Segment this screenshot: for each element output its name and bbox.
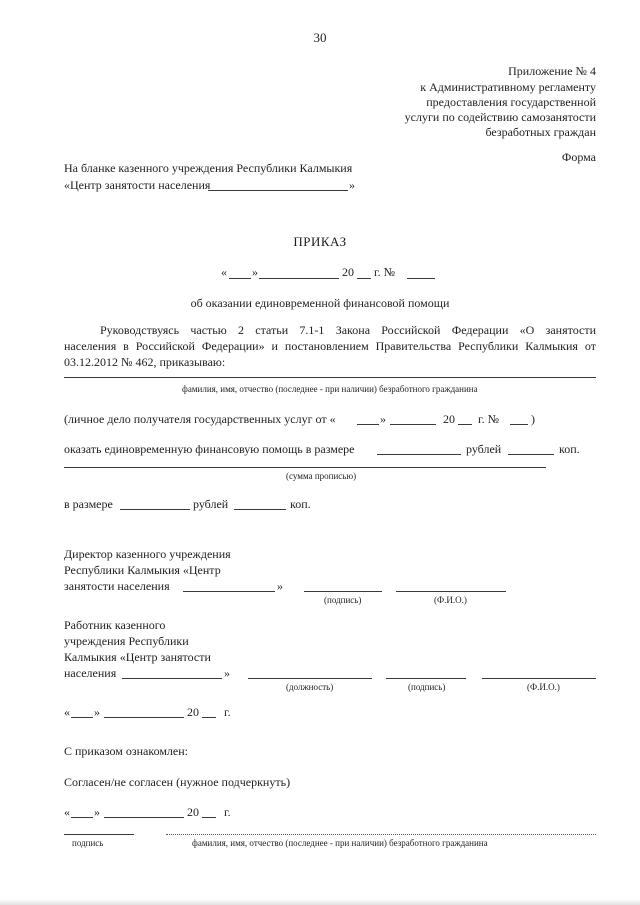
date2-close-quote: » <box>94 805 100 819</box>
acquainted-text: С приказом ознакомлен: <box>64 744 189 758</box>
amount-rubles-field[interactable] <box>120 509 190 510</box>
sum-in-words-field[interactable] <box>64 467 546 468</box>
worker-position-caption: (должность) <box>286 682 334 692</box>
worker-signature-field[interactable] <box>386 678 466 679</box>
personal-file-number-label: г. № <box>478 412 500 426</box>
date2-open-quote: « <box>64 805 70 819</box>
citizen-fio-caption: фамилия, имя, отчество (последнее - при наличии) безработного гражданина <box>182 384 478 394</box>
blank-name-field[interactable] <box>208 190 348 191</box>
date2-month-field[interactable] <box>104 817 184 818</box>
grant-kopecks-field[interactable] <box>508 454 554 455</box>
director-signature-caption: (подпись) <box>324 595 362 605</box>
date1-year-suffix: г. <box>224 705 231 719</box>
personal-file-year-field[interactable] <box>458 424 472 425</box>
personal-file-close-quote: » <box>380 412 386 426</box>
date1-day-field[interactable] <box>71 717 93 718</box>
personal-file-number-field[interactable] <box>510 424 528 425</box>
document-title: ПРИКАЗ <box>293 234 347 249</box>
footer-signature-caption: подпись <box>72 838 104 848</box>
date2-year-suffix: г. <box>224 805 231 819</box>
appendix-line-5: безработных граждан <box>485 125 596 139</box>
appendix-line-4: услуги по содействию самозанятости <box>404 110 596 124</box>
worker-line-3: Калмыкия «Центр занятости <box>64 650 211 664</box>
footer-signature-field[interactable] <box>64 834 134 835</box>
date1-month-field[interactable] <box>104 717 184 718</box>
worker-line-1: Работник казенного <box>64 618 166 632</box>
date2-year-field[interactable] <box>202 817 216 818</box>
director-line-1: Директор казенного учреждения <box>64 547 231 561</box>
appendix-line-3: предоставления государственной <box>426 95 596 109</box>
date1-year-field[interactable] <box>202 717 216 718</box>
grant-prefix: оказать единовременную финансовую помощь в размере <box>64 442 355 456</box>
amount-rubles-label: рублей <box>193 497 229 511</box>
date2-day-field[interactable] <box>71 817 93 818</box>
personal-file-day-field[interactable] <box>357 424 379 425</box>
worker-line-4-prefix: населения <box>64 666 117 680</box>
order-year-field[interactable] <box>357 278 371 279</box>
document-subject: об оказании единовременной финансовой помощи <box>190 296 450 310</box>
date2-year-prefix: 20 <box>187 805 199 819</box>
worker-line-2: учреждения Республики <box>64 634 189 648</box>
worker-fio-caption: (Ф.И.О.) <box>527 682 560 692</box>
grant-rubles-field[interactable] <box>377 454 461 455</box>
order-date-close-quote: » <box>252 265 258 279</box>
order-number-field[interactable] <box>407 278 435 279</box>
grant-kopecks-label: коп. <box>559 442 580 456</box>
scan-bottom-edge <box>0 899 640 905</box>
date1-close-quote: » <box>94 705 100 719</box>
order-date-open-quote: « <box>221 265 227 279</box>
citizen-fio-field[interactable] <box>64 377 596 378</box>
worker-fio-field[interactable] <box>482 678 596 679</box>
blank-line-1: На бланке казенного учреждения Республики Калмыкия <box>64 161 353 175</box>
body-line-2: населения в Российской Федерации» и постановлением Правительства Республики Калмыкия от <box>64 339 596 353</box>
blank-line-2-prefix: «Центр занятости населения <box>64 178 211 192</box>
director-center-name-field[interactable] <box>183 591 275 592</box>
personal-file-year-prefix: 20 <box>443 412 455 426</box>
sum-in-words-caption: (сумма прописью) <box>286 471 357 481</box>
appendix-line-1: Приложение № 4 <box>508 64 596 78</box>
director-line-3-prefix: занятости населения <box>64 579 170 593</box>
order-month-field[interactable] <box>259 278 339 279</box>
amount-kopecks-field[interactable] <box>234 509 286 510</box>
footer-fio-caption: фамилия, имя, отчество (последнее - при наличии) безработного гражданина <box>192 838 488 848</box>
body-line-3: 03.12.2012 № 462, приказываю: <box>64 355 226 369</box>
amount-kopecks-label: коп. <box>290 497 311 511</box>
director-signature-field[interactable] <box>304 591 382 592</box>
date1-year-prefix: 20 <box>187 705 199 719</box>
worker-line-4-suffix: » <box>224 666 230 680</box>
order-year-suffix: г. № <box>374 265 396 279</box>
body-line-1: Руководствуясь частью 2 статьи 7.1-1 Закона Российской Федерации «О занятости <box>100 323 596 337</box>
date1-open-quote: « <box>64 705 70 719</box>
personal-file-month-field[interactable] <box>390 424 436 425</box>
page-number: 30 <box>313 30 327 45</box>
worker-position-field[interactable] <box>248 678 372 679</box>
agree-text: Согласен/не согласен (нужное подчеркнуть) <box>64 775 291 789</box>
worker-center-name-field[interactable] <box>122 678 222 679</box>
director-fio-caption: (Ф.И.О.) <box>434 595 467 605</box>
footer-fio-field[interactable] <box>166 834 596 835</box>
blank-line-2-suffix: » <box>349 178 355 192</box>
personal-file-close: ) <box>531 412 535 426</box>
personal-file-prefix: (личное дело получателя государственных услуг от « <box>64 412 336 426</box>
order-year-prefix: 20 <box>342 265 354 279</box>
director-fio-field[interactable] <box>396 591 506 592</box>
director-line-2: Республики Калмыкия «Центр <box>64 563 221 577</box>
worker-signature-caption: (подпись) <box>408 682 446 692</box>
amount-prefix: в размере <box>64 497 113 511</box>
appendix-line-2: к Административному регламенту <box>420 80 596 94</box>
grant-rubles-label: рублей <box>466 442 502 456</box>
order-day-field[interactable] <box>229 278 251 279</box>
form-label: Форма <box>561 150 596 164</box>
director-line-3-suffix: » <box>277 579 283 593</box>
